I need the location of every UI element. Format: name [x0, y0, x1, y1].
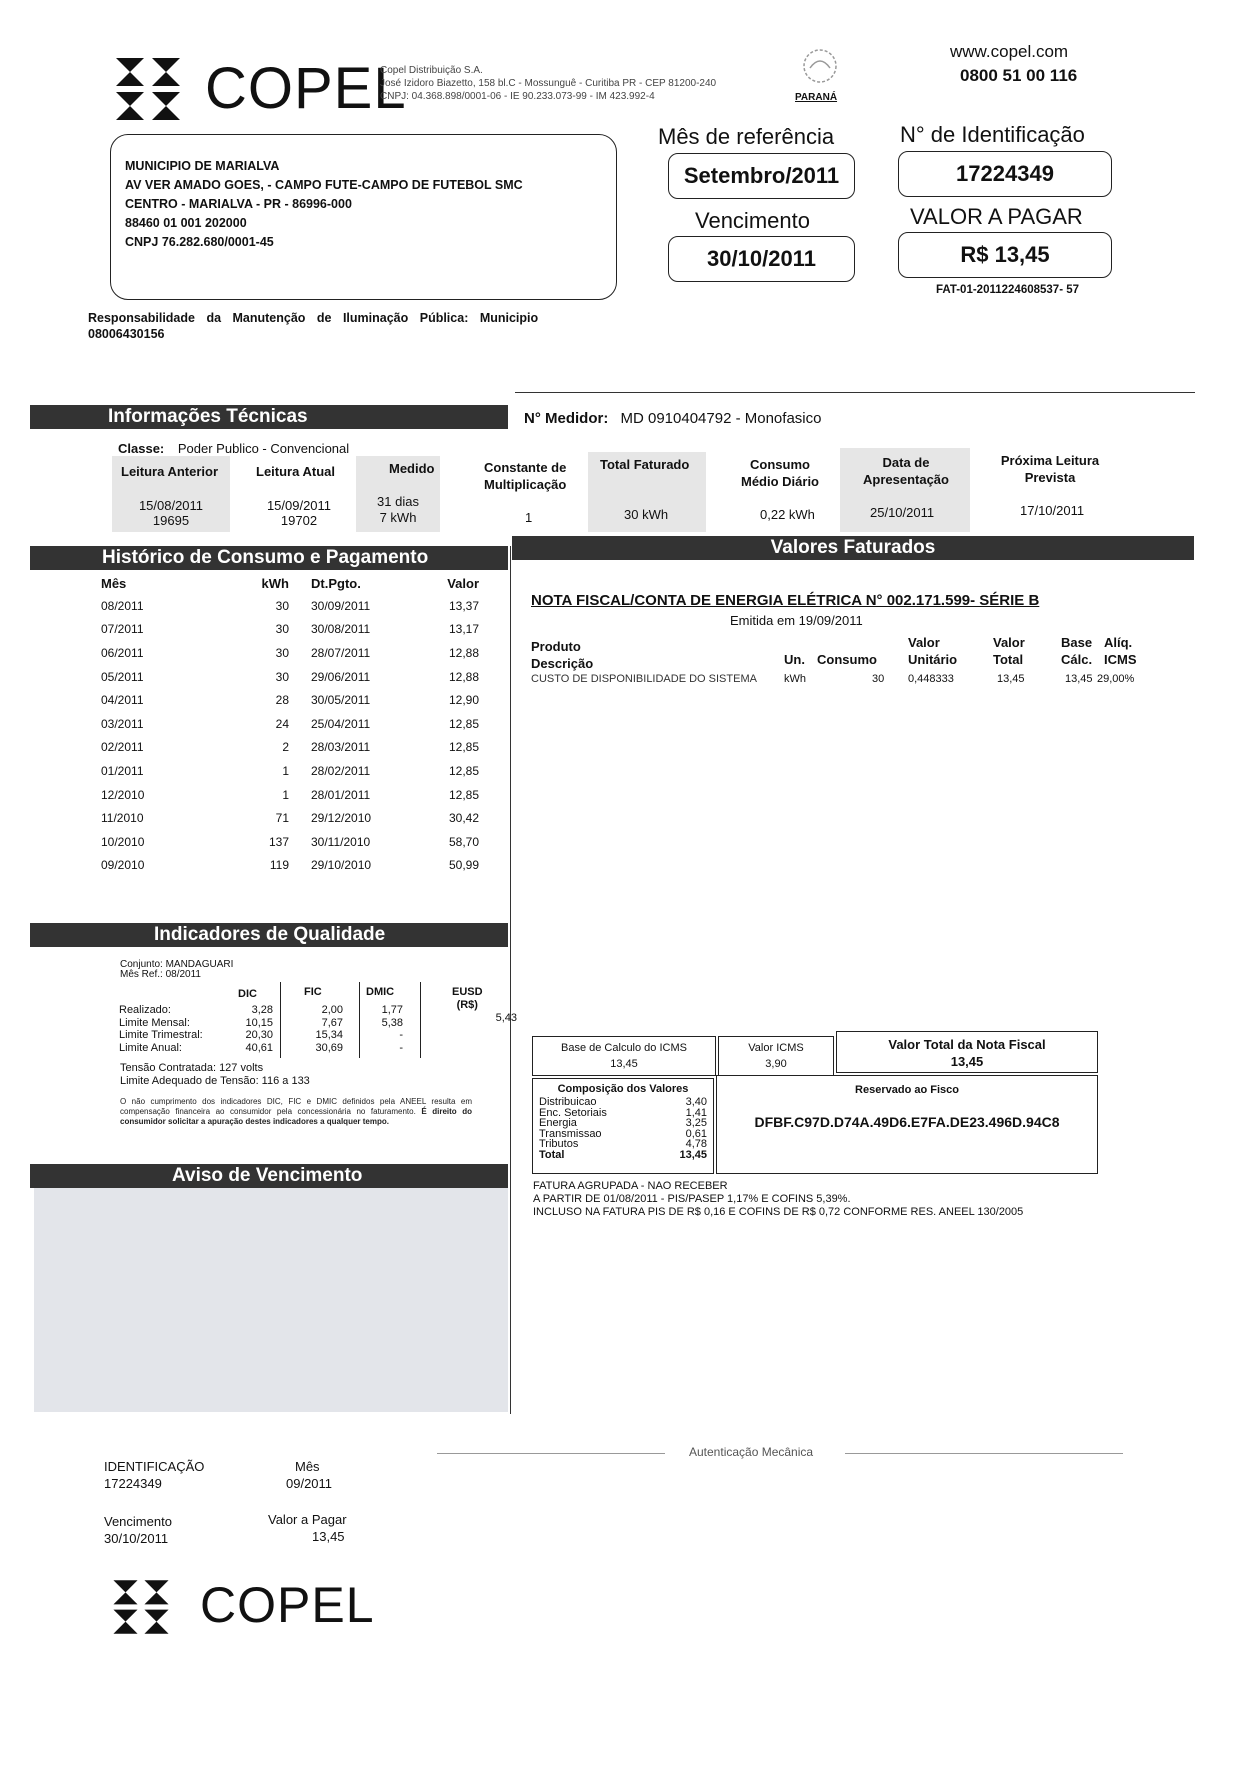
item-header-un: Un.: [784, 652, 805, 667]
quality-conjunto: [120, 960, 233, 980]
stub-due: [104, 1513, 172, 1547]
history-month: 11/2010: [101, 811, 144, 826]
history-kwh: 28: [275, 693, 289, 708]
nf-total-label: Valor Total da Nota Fiscal: [888, 1037, 1046, 1052]
history-kwh: 2: [282, 740, 289, 755]
icms-base-label: Base de Calculo do ICMS: [561, 1042, 687, 1054]
history-value: 12,85: [448, 740, 479, 755]
qi-cell: -: [399, 1029, 403, 1041]
avg-value: 0,22 kWh: [760, 507, 815, 522]
history-value: 12,85: [448, 763, 479, 778]
icms-base-value: 13,45: [610, 1058, 638, 1070]
mes-ref: Mês Ref.: 08/2011: [120, 969, 201, 980]
company-info: [380, 64, 716, 103]
history-row: [101, 688, 487, 712]
column-divider: [510, 546, 511, 1414]
composition-row: [539, 1118, 707, 1129]
icms-value-label: Valor ICMS: [748, 1042, 804, 1054]
total-value: 30 kWh: [624, 507, 669, 522]
composition-row: [539, 1097, 707, 1108]
header-divider: [515, 392, 1195, 393]
stub-month-value: 09/2011: [286, 1476, 333, 1491]
billed-values-title: Valores Faturados: [770, 537, 936, 558]
qi-cell: -: [399, 1041, 403, 1054]
meter-value: MD 0910404792 - Monofasico: [620, 410, 822, 427]
h-aliq-2: ICMS: [1104, 652, 1137, 667]
item-header-product: [531, 638, 593, 672]
billing-note: INCLUSO NA FATURA PIS DE R$ 0,16 E COFINS DE R$ 0,72 CONFORME RES. ANEEL 130/2005: [533, 1206, 1024, 1218]
icms-value-box: [718, 1036, 834, 1076]
stub-id: [104, 1458, 204, 1492]
company-line: José Izidoro Biazetto, 158 bl.C - Mossunguê - Curitiba PR - CEP 81200-240: [380, 78, 717, 89]
meter-info: [524, 410, 821, 427]
tension-range: Limite Adequado de Tensão: 116 a 133: [120, 1075, 310, 1087]
history-header-row: [101, 572, 487, 594]
history-kwh: 1: [282, 763, 289, 778]
history-row: [101, 712, 487, 736]
quality-table: [119, 982, 517, 1058]
history-month: 03/2011: [101, 716, 144, 731]
h-desc: Descrição: [531, 656, 594, 671]
h-unit-1: Valor: [908, 635, 940, 650]
next-read-value: 17/10/2011: [1020, 503, 1085, 518]
qi-header-fic: FIC: [304, 986, 322, 998]
qi-eusd-label: EUSD: [452, 986, 483, 998]
stub-due-value: 30/10/2011: [104, 1531, 169, 1546]
history-row: [101, 665, 487, 689]
curr-read-date: 15/09/2011: [266, 498, 332, 513]
history-paydate: 30/05/2011: [311, 693, 371, 708]
tech-info-title: Informações Técnicas: [108, 406, 308, 427]
constant-value: 1: [525, 510, 533, 525]
stub-amount-value: 13,45: [312, 1529, 345, 1544]
history-month: 10/2010: [101, 834, 145, 849]
history-month: 07/2011: [101, 622, 144, 637]
history-paydate: 30/11/2010: [311, 834, 371, 849]
h-aliq-1: Alíq.: [1104, 635, 1133, 650]
history-kwh: 71: [275, 811, 289, 826]
history-value: 58,70: [448, 834, 479, 849]
qi-cell: 7,67: [321, 1016, 343, 1029]
history-value: 12,88: [448, 669, 479, 684]
composition-value: 0,61: [685, 1127, 707, 1140]
stub-id-label: IDENTIFICAÇÃO: [104, 1459, 205, 1474]
qi-cell: 5,43: [495, 1012, 517, 1024]
qi-row-label: Realizado:: [119, 1004, 171, 1016]
qi-header-dmic: DMIC: [366, 986, 395, 998]
class-label: Classe:: [118, 441, 165, 456]
customer-line: CENTRO - MARIALVA - PR - 86996-000: [125, 197, 352, 211]
qi-cell: 2,00: [321, 1004, 343, 1016]
customer-line: CNPJ 76.282.680/0001-45: [125, 235, 274, 249]
history-paydate: 25/04/2011: [311, 716, 371, 731]
history-month: 01/2011: [101, 763, 144, 778]
quality-note-2: É direito do consumidor solicitar a apuração destes indicadores a qualquer tempo.: [120, 1107, 473, 1126]
history-col-month: Mês: [101, 575, 127, 591]
composition-label: Distribuicao: [539, 1096, 597, 1108]
composition-label: Enc. Setoriais: [539, 1106, 607, 1119]
maintenance-text: Responsabilidade da Manutenção de Iluminação Pública: Municipio: [88, 311, 539, 325]
identification-label: N° de Identificação: [900, 122, 1085, 147]
qi-cell: 20,30: [245, 1029, 273, 1041]
amount-value: R$ 13,45: [960, 242, 1050, 267]
tension-contracted: Tensão Contratada: 127 volts: [120, 1062, 264, 1074]
parana-emblem-icon: [795, 46, 845, 88]
amount-label: VALOR A PAGAR: [910, 204, 1083, 229]
composition-label: Tributos: [539, 1138, 579, 1150]
composition-label: Total: [539, 1148, 565, 1161]
item-un: kWh: [784, 673, 806, 685]
due-date-label: Vencimento: [695, 208, 810, 233]
history-row: [101, 641, 487, 665]
quality-note-1: O não cumprimento dos indicadores DIC, FIC e DMIC definidos pela ANEEL resulta em compensação financeira ao consumidor pela concessionária no faturamento.: [120, 1097, 472, 1116]
auth-label: Autenticação Mecânica: [689, 1445, 814, 1459]
quality-header: [30, 923, 508, 947]
history-value: 12,90: [448, 693, 479, 708]
invoice-issued: Emitida em 19/09/2011: [730, 613, 863, 628]
history-row: [101, 594, 487, 618]
item-header-aliq: [1104, 634, 1137, 668]
website: www.copel.com: [950, 42, 1069, 61]
h-product: Produto: [531, 639, 581, 654]
history-month: 05/2011: [101, 669, 144, 684]
brand-name: COPEL: [205, 56, 407, 121]
history-row: [101, 618, 487, 642]
col-prev-read: Leitura Anterior: [121, 464, 219, 479]
prev-read-value: 19695: [152, 513, 190, 528]
history-kwh: 30: [275, 598, 289, 613]
aviso-header: [30, 1164, 508, 1188]
phone: 0800 51 00 116: [960, 66, 1078, 85]
h-unit-2: Unitário: [908, 652, 958, 667]
nf-total-box: [836, 1031, 1098, 1073]
history-month: 09/2010: [101, 858, 145, 873]
stub-brand-name: COPEL: [200, 1577, 375, 1633]
fisco-label: Reservado ao Fisco: [855, 1084, 959, 1096]
history-month: 12/2010: [101, 787, 145, 802]
stub-amount: [268, 1511, 347, 1545]
composition-value: 13,45: [679, 1148, 707, 1161]
history-value: 50,99: [448, 858, 479, 873]
history-title: Histórico de Consumo e Pagamento: [102, 547, 429, 568]
company-line: Copel Distribuição S.A.: [380, 65, 483, 76]
history-kwh: 137: [268, 834, 289, 849]
col-presentation: [850, 454, 962, 488]
composition-title: Composição dos Valores: [557, 1083, 689, 1095]
billing-note: FATURA AGRUPADA - NAO RECEBER: [533, 1180, 728, 1192]
curr-read-values: [240, 498, 358, 528]
col-measured: Medido: [389, 461, 435, 476]
history-kwh: 30: [275, 669, 289, 684]
qi-col-divider: [280, 982, 281, 1058]
history-kwh: 1: [282, 787, 289, 802]
history-value: 12,85: [448, 716, 479, 731]
nf-total-value: 13,45: [950, 1054, 984, 1069]
item-cons: 30: [872, 673, 885, 685]
stub-amount-label: Valor a Pagar: [268, 1512, 347, 1527]
aviso-title: Aviso de Vencimento: [172, 1165, 363, 1186]
qi-col-divider: [359, 982, 360, 1058]
qi-col-divider: [420, 982, 421, 1058]
history-kwh: 119: [269, 858, 289, 873]
tech-info-header: [30, 405, 508, 429]
auth-line-left: [437, 1453, 665, 1454]
h-base-1: Base: [1061, 635, 1093, 650]
col-constant-line2: Multiplicação: [484, 477, 567, 492]
class-info: [118, 441, 349, 456]
history-paydate: 29/06/2011: [311, 669, 371, 684]
col-total: Total Faturado: [600, 457, 690, 472]
history-paydate: 28/02/2011: [311, 763, 371, 778]
copel-logo-icon: [110, 1577, 172, 1637]
history-row: [101, 854, 487, 878]
company-line: CNPJ: 04.368.898/0001-06 - IE 90.233.073-99 - IM 423.992-4: [380, 91, 655, 102]
qi-cell: 5,38: [381, 1016, 403, 1029]
item-desc: CUSTO DE DISPONIBILIDADE DO SISTEMA: [531, 673, 757, 685]
history-kwh: 24: [275, 716, 289, 731]
identification-value: 17224349: [956, 161, 1054, 186]
history-kwh: 30: [275, 622, 289, 637]
item-total: 13,45: [997, 673, 1025, 685]
qi-row-label: Limite Trimestral:: [119, 1029, 203, 1041]
invoice-title: NOTA FISCAL/CONTA DE ENERGIA ELÉTRICA N° 002.171.599- SÉRIE B: [531, 592, 1040, 609]
maintenance-phone: 08006430156: [88, 327, 165, 341]
composition-box: [532, 1078, 714, 1174]
item-unit: 0,448333: [908, 673, 954, 685]
stub-month: [286, 1458, 332, 1492]
billing-notes: [533, 1180, 1023, 1219]
item-header-unit: [908, 634, 957, 668]
col-next-line2: Prevista: [1024, 470, 1076, 485]
identification-box: [898, 151, 1112, 197]
col-next-line1: Próxima Leitura: [1000, 453, 1100, 468]
meter-label: N° Medidor:: [524, 410, 609, 427]
history-row: [101, 736, 487, 760]
customer-line: 88460 01 001 202000: [125, 216, 247, 230]
history-paydate: 29/10/2010: [311, 858, 372, 873]
history-col-kwh: kWh: [261, 575, 289, 591]
tension-info: [120, 1062, 310, 1088]
qi-header-dic: DIC: [238, 988, 257, 1000]
reference-month-box: [668, 153, 855, 199]
col-constant: [484, 459, 566, 493]
qi-header-eusd: [452, 986, 483, 1012]
copel-logo-icon: [112, 58, 184, 120]
history-row: [101, 806, 487, 830]
col-avg-line2: Médio Diário: [740, 474, 819, 489]
customer-address-box: [110, 134, 617, 300]
stub-due-label: Vencimento: [104, 1514, 172, 1529]
class-value: Poder Publico - Convencional: [177, 441, 350, 456]
item-header-total: [993, 634, 1025, 668]
qi-cell: 15,34: [315, 1029, 343, 1041]
customer-line: AV VER AMADO GOES, - CAMPO FUTE-CAMPO DE FUTEBOL SMC: [125, 178, 523, 192]
qi-eusd-unit: (R$): [456, 999, 478, 1011]
reference-month-value: Setembro/2011: [683, 163, 840, 188]
composition-label: Energia: [539, 1117, 577, 1129]
measured-values: [356, 494, 440, 526]
qi-cell: 3,28: [251, 1004, 273, 1016]
icms-base-box: [532, 1036, 716, 1076]
fisco-code: DFBF.C97D.D74A.49D6.E7FA.DE23.496D.94C8: [754, 1114, 1060, 1130]
history-month: 02/2011: [101, 740, 144, 755]
composition-value: 3,40: [685, 1096, 707, 1108]
qi-cell: 1,77: [381, 1004, 403, 1016]
composition-row: [539, 1139, 707, 1150]
measured-days: 31 dias: [377, 494, 419, 509]
measured-kwh: 7 kWh: [379, 510, 417, 525]
qi-cell: 30,69: [315, 1041, 343, 1054]
history-month: 06/2011: [101, 645, 144, 660]
quality-note: [120, 1097, 472, 1127]
state-label: PARANÁ: [795, 92, 838, 103]
composition-row: [539, 1150, 707, 1161]
item-aliq: 29,00%: [1097, 673, 1135, 685]
prev-read-values: [112, 498, 230, 528]
billing-note: A PARTIR DE 01/08/2011 - PIS/PASEP 1,17% E COFINS 5,39%.: [533, 1193, 851, 1205]
history-table: [101, 572, 487, 877]
auth-line-right: [845, 1453, 1123, 1454]
history-month: 04/2011: [101, 693, 144, 708]
item-header-base: [1061, 634, 1092, 668]
history-row: [101, 783, 487, 807]
history-paydate: 29/12/2010: [311, 811, 372, 826]
history-kwh: 30: [275, 645, 289, 660]
quality-title: Indicadores de Qualidade: [154, 924, 386, 945]
col-constant-line1: Constante de: [484, 460, 567, 475]
aviso-area: [34, 1188, 508, 1412]
item-base: 13,45: [1065, 673, 1093, 685]
qi-cell: 40,61: [245, 1041, 273, 1054]
billed-values-header: [512, 536, 1194, 560]
col-next-read: [990, 452, 1110, 486]
h-base-2: Cálc.: [1061, 652, 1093, 667]
presentation-value: 25/10/2011: [870, 505, 935, 520]
history-value: 12,85: [448, 787, 479, 802]
conjunto: Conjunto: MANDAGUARI: [120, 959, 234, 970]
history-header: [30, 546, 508, 570]
prev-read-date: 15/08/2011: [138, 498, 204, 513]
history-paydate: 30/09/2011: [311, 598, 371, 613]
composition-list: [533, 1095, 713, 1160]
col-presentation-line1: Data de: [882, 455, 930, 470]
col-avg-line1: Consumo: [750, 457, 810, 472]
qi-row-label: Limite Mensal:: [119, 1016, 190, 1029]
col-curr-read: Leitura Atual: [256, 464, 335, 479]
invoice-code: FAT-01-2011224608537- 57: [936, 284, 1080, 296]
due-date-value: 30/10/2011: [707, 246, 816, 271]
history-value: 12,88: [448, 645, 479, 660]
col-presentation-line2: Apresentação: [863, 472, 949, 487]
history-col-value: Valor: [447, 575, 479, 591]
qi-row-label: Limite Anual:: [119, 1041, 182, 1054]
item-header-cons: Consumo: [817, 652, 877, 667]
stub-id-value: 17224349: [104, 1476, 162, 1491]
h-total-2: Total: [993, 652, 1024, 667]
history-col-paydate: Dt.Pgto.: [311, 575, 361, 591]
history-paydate: 28/01/2011: [311, 787, 371, 802]
history-month: 08/2011: [101, 598, 144, 613]
due-date-box: [668, 236, 855, 282]
fisco-box: [716, 1075, 1098, 1174]
curr-read-value: 19702: [280, 513, 318, 528]
amount-box: [898, 232, 1112, 278]
composition-value: 3,25: [685, 1117, 707, 1129]
qi-cell: 10,15: [245, 1016, 273, 1029]
history-paydate: 28/07/2011: [311, 645, 371, 660]
composition-label: Transmissao: [539, 1127, 602, 1140]
composition-value: 1,41: [685, 1106, 707, 1119]
stub-month-label: Mês: [295, 1459, 320, 1474]
history-value: 13,17: [448, 622, 479, 637]
history-value: 30,42: [448, 811, 479, 826]
col-avg: [735, 456, 825, 490]
history-value: 13,37: [448, 598, 479, 613]
history-paydate: 30/08/2011: [311, 622, 371, 637]
history-row: [101, 759, 487, 783]
history-paydate: 28/03/2011: [311, 740, 371, 755]
composition-value: 4,78: [685, 1138, 707, 1150]
icms-value: 3,90: [765, 1058, 787, 1070]
customer-line: MUNICIPIO DE MARIALVA: [125, 159, 280, 173]
reference-month-label: Mês de referência: [658, 124, 835, 149]
history-row: [101, 830, 487, 854]
h-total-1: Valor: [993, 635, 1025, 650]
maintenance-note: [88, 310, 538, 342]
